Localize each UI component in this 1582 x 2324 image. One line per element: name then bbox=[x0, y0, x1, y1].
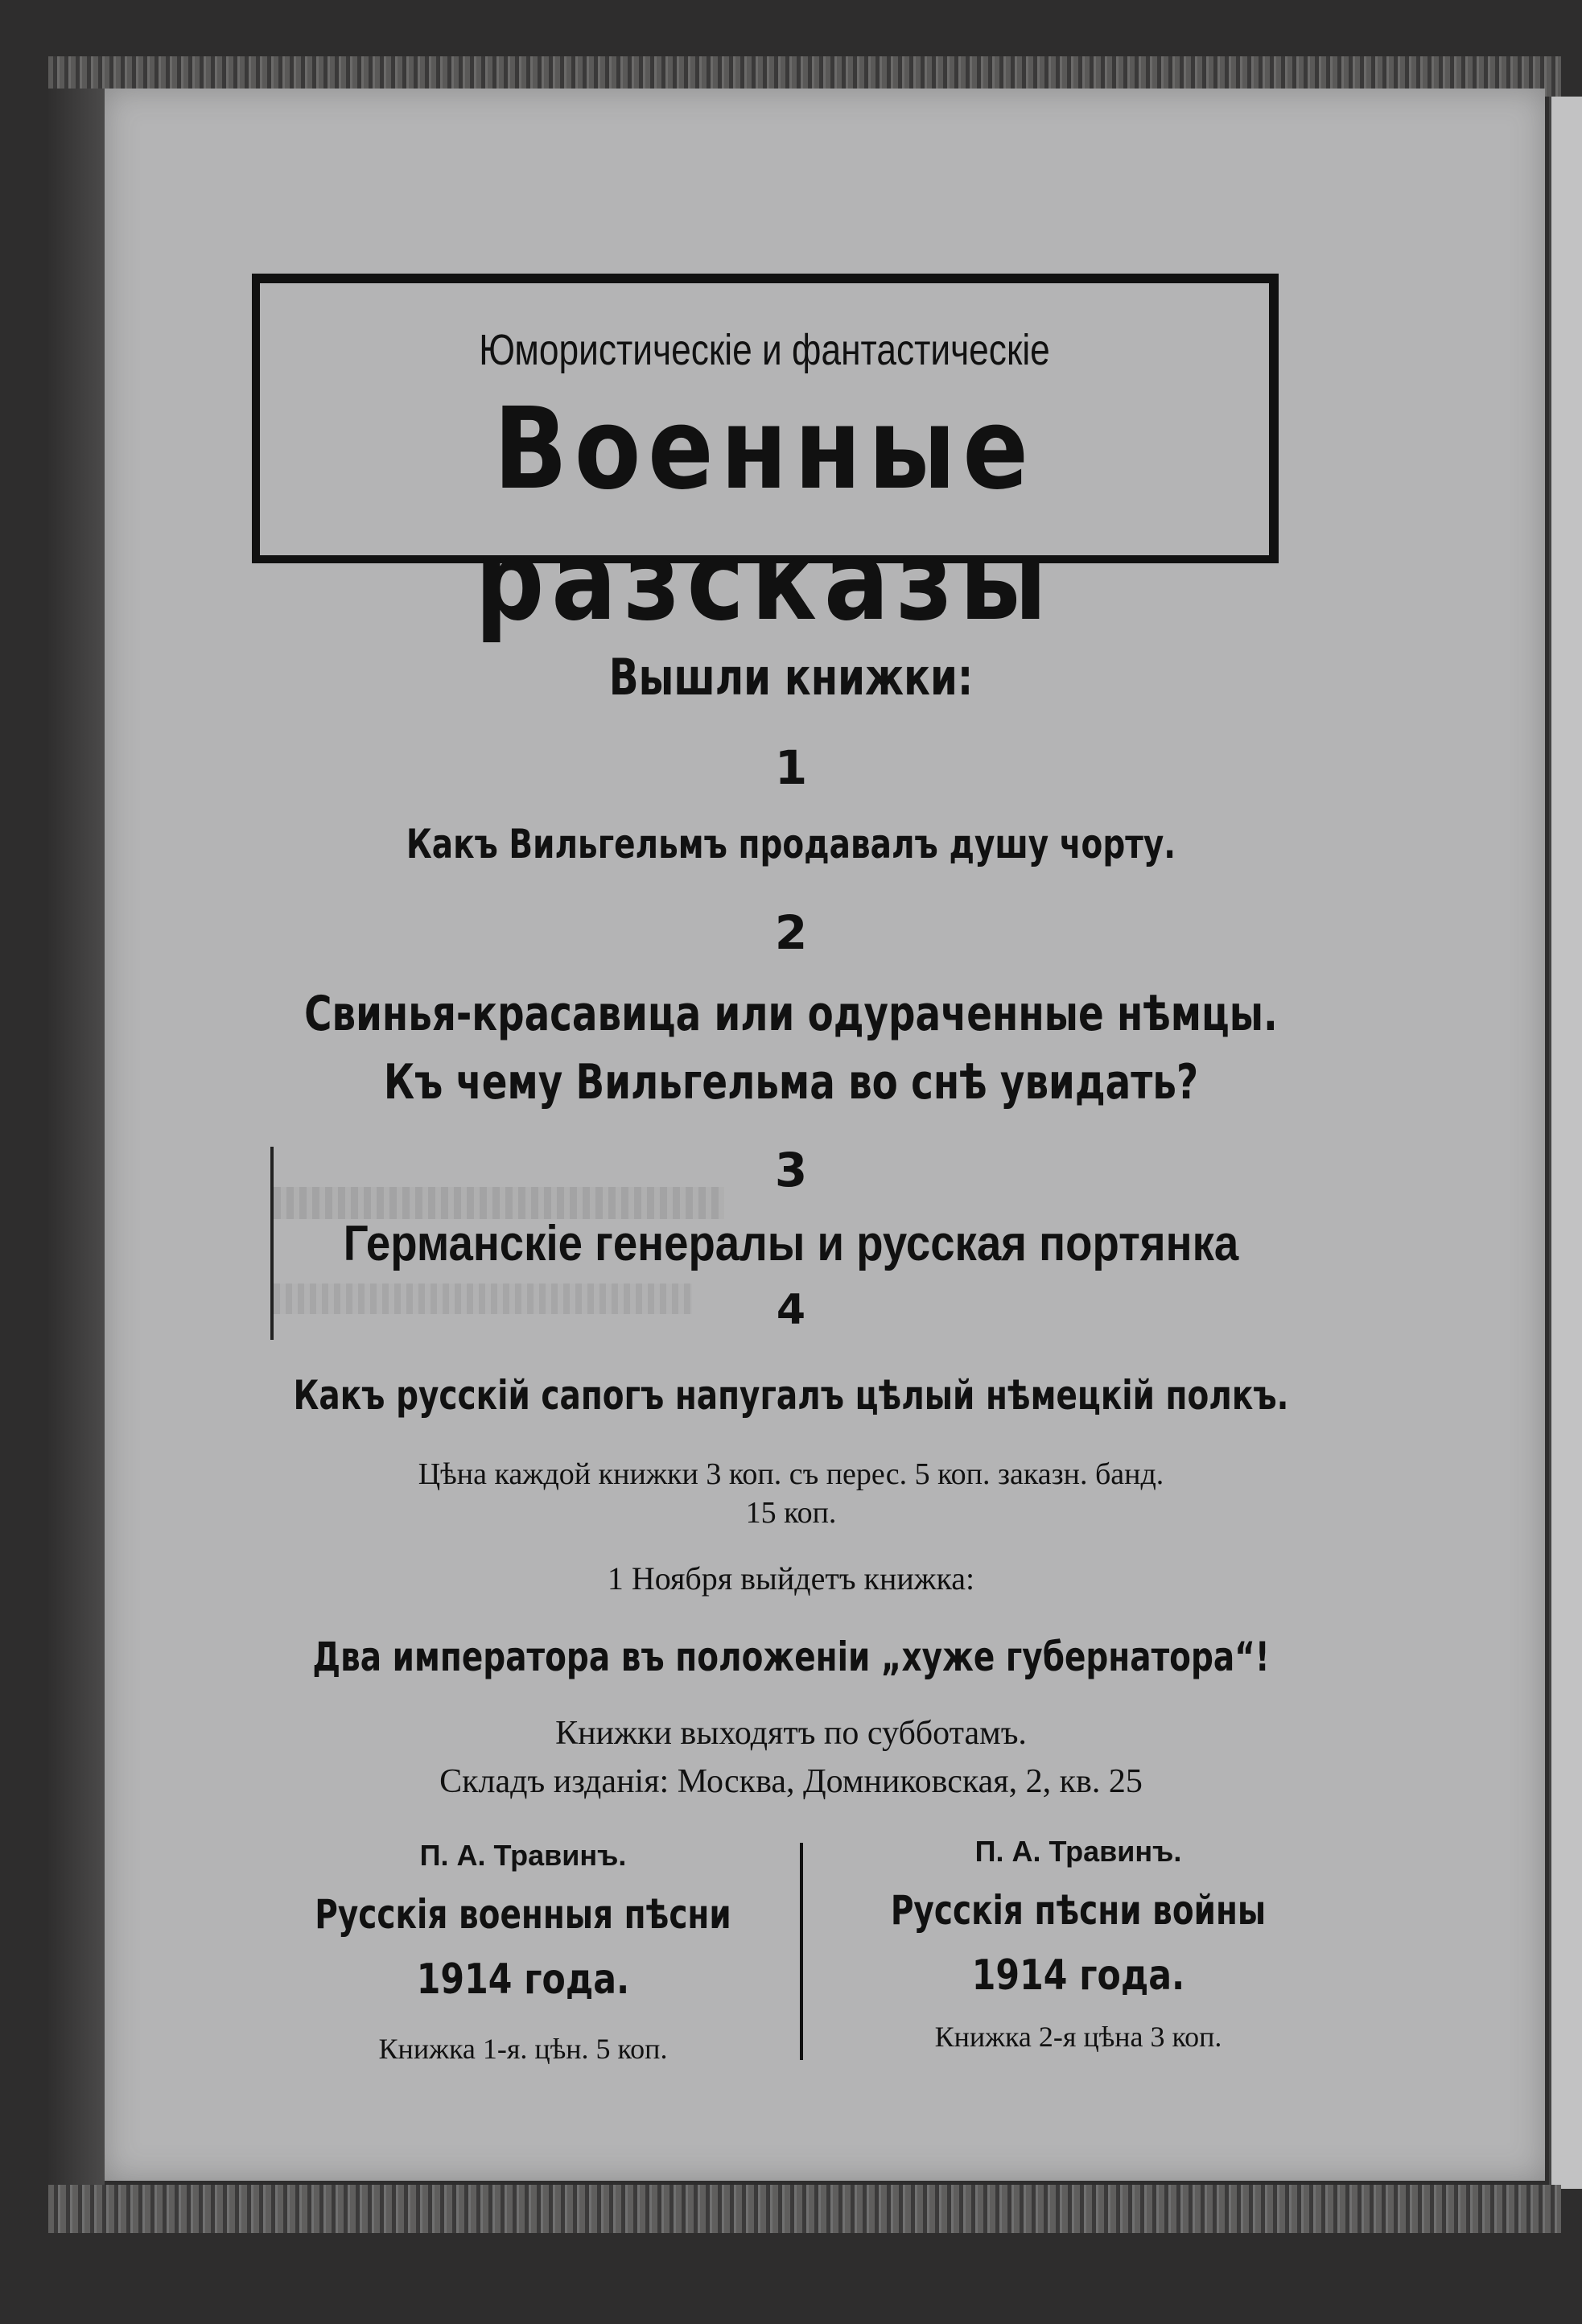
ad-1-title: Русскія военныя пѣсни bbox=[315, 1891, 731, 1938]
warehouse-address: Складъ изданія: Москва, Домниковская, 2, кв. 25 bbox=[439, 1763, 1143, 1800]
upcoming-title: Два императора въ положеніи „хуже губернатора“! bbox=[312, 1634, 1270, 1680]
book-number-1: 1 bbox=[774, 740, 808, 795]
book-number-4: 4 bbox=[776, 1286, 806, 1334]
book-title-2-line-1: Свинья-красавица или одураченные нѣмцы. bbox=[304, 986, 1278, 1042]
published-heading: Вышли книжки: bbox=[608, 648, 974, 707]
series-title: Военные разсказы bbox=[475, 384, 1054, 646]
upcoming-label: 1 Ноября выйдетъ книжка: bbox=[607, 1560, 975, 1597]
ad-2-title: Русскія пѣсни войны bbox=[890, 1887, 1267, 1934]
series-subtitle: Юмористическіе и фантастическіе bbox=[479, 326, 1050, 374]
book-number-2: 2 bbox=[774, 905, 808, 960]
ad-2-price: Книжка 2-я цѣна 3 коп. bbox=[934, 2021, 1222, 2053]
ad-1-year: 1914 года. bbox=[416, 1955, 630, 2004]
book-title-1: Какъ Вильгельмъ продавалъ душу чорту. bbox=[406, 821, 1176, 867]
book-title-3: Германскіе генералы и русская портянка bbox=[343, 1216, 1239, 1271]
price-line-2: 15 коп. bbox=[745, 1496, 837, 1530]
book-number-3: 3 bbox=[774, 1143, 808, 1197]
ad-2-author: П. А. Травинъ. bbox=[974, 1835, 1182, 1868]
ad-1-price: Книжка 1-я. цѣн. 5 коп. bbox=[378, 2033, 668, 2065]
price-line-1: Цѣна каждой книжки 3 коп. съ перес. 5 коп. заказн. банд. bbox=[418, 1457, 1164, 1491]
binding-bottom-edge bbox=[48, 2185, 1561, 2233]
ad-2-year: 1914 года. bbox=[971, 1951, 1185, 2000]
ad-1-author: П. А. Травинъ. bbox=[419, 1839, 627, 1872]
title-frame bbox=[252, 274, 1279, 646]
book-title-2-line-2: Къ чему Вильгельма во снѣ увидать? bbox=[383, 1054, 1199, 1110]
book-title-4: Какъ русскій сапогъ напугалъ цѣлый нѣмецкій полкъ. bbox=[293, 1372, 1289, 1419]
schedule-note: Книжки выходятъ по субботамъ. bbox=[555, 1715, 1027, 1752]
